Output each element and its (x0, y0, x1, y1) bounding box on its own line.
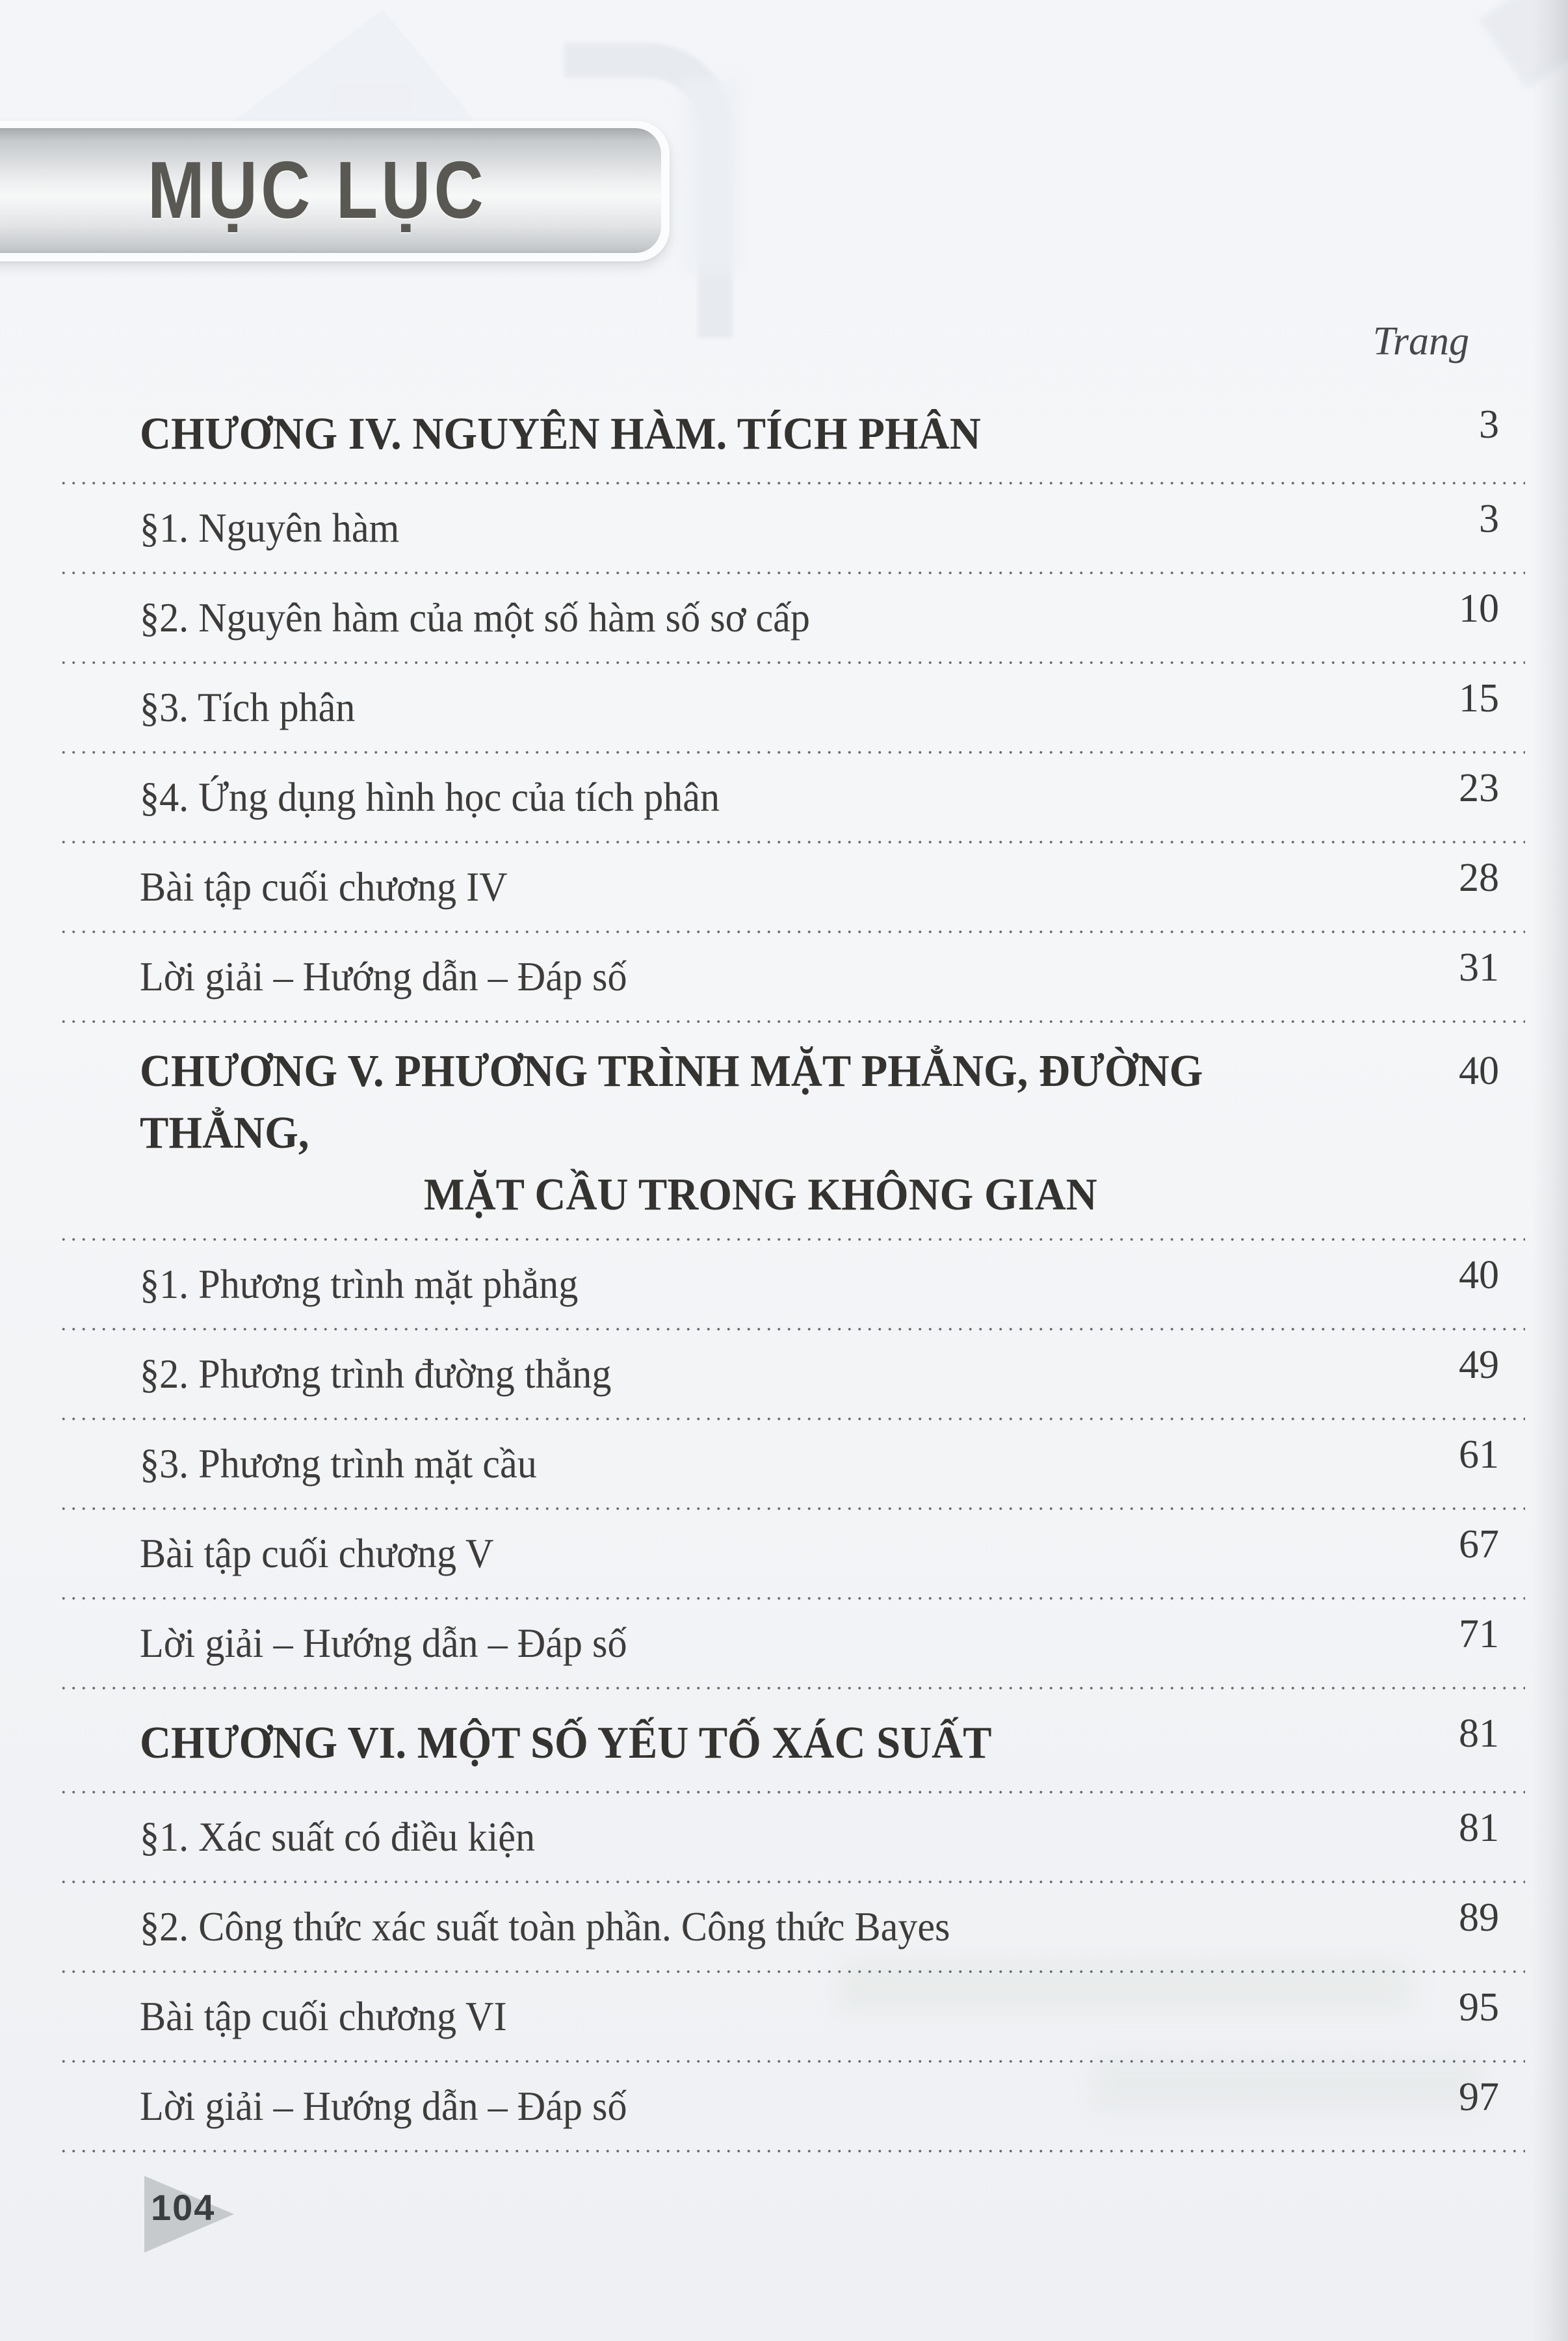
page-title: MỤC LỤC (147, 146, 487, 235)
dotted-leader-line (59, 1507, 1525, 1511)
toc-page-number: 97 (1459, 2074, 1499, 2119)
toc-entry-label: Bài tập cuối chương V (140, 1530, 494, 1576)
toc-entry-label: §1. Xác suất có điều kiện (140, 1814, 536, 1860)
dotted-leader-line (59, 1327, 1525, 1331)
toc-chapter-title (140, 403, 981, 465)
toc-entry-label: §4. Ứng dụng hình học của tích phân (140, 774, 720, 820)
dotted-leader-line (59, 2149, 1525, 2153)
dotted-leader-line (59, 840, 1525, 844)
page-edge-shadow (1532, 0, 1568, 2341)
toc-chapter-row (59, 1040, 1525, 1226)
toc-chapter-title-line1: CHƯƠNG V. PHƯƠNG TRÌNH MẶT PHẲNG, ĐƯỜNG THẲNG, (140, 1046, 1203, 1158)
dotted-leader-line (59, 661, 1525, 665)
dotted-leader-line (59, 1596, 1525, 1600)
toc-chapter-title-line1: CHƯƠNG VI. MỘT SỐ YẾU TỐ XÁC SUẤT (140, 1717, 992, 1768)
toc-entry-label: Lời giải – Hướng dẫn – Đáp số (140, 1620, 627, 1666)
toc-page-number: 40 (1459, 1049, 1499, 1093)
toc-chapter-row (59, 398, 1525, 470)
toc-entry-row (59, 1806, 1525, 1868)
toc-entry-label: Bài tập cuối chương VI (140, 1993, 507, 2039)
toc-entry-row (59, 1612, 1525, 1674)
toc-page-number: 81 (1459, 1805, 1499, 1850)
toc-page-number: 10 (1459, 586, 1499, 631)
toc-page-number: 67 (1459, 1522, 1499, 1567)
toc-page-number: 3 (1479, 496, 1499, 541)
toc-list (59, 381, 1525, 2165)
toc-page-number: 49 (1459, 1342, 1499, 1387)
toc-page-number: 40 (1459, 1252, 1499, 1297)
toc-entry-row (59, 676, 1525, 739)
toc-entry-label: Lời giải – Hướng dẫn – Đáp số (140, 2083, 627, 2129)
toc-entry-row (59, 2075, 1525, 2137)
toc-chapter-row (59, 1707, 1525, 1779)
toc-entry-row (59, 1433, 1525, 1495)
toc-entry-label: §3. Tích phân (140, 684, 356, 730)
page-column-header: Trang (1372, 319, 1469, 364)
dotted-leader-line (59, 2059, 1525, 2063)
toc-page-number: 95 (1459, 1985, 1499, 2030)
bleedthrough-artifact (683, 78, 741, 273)
toc-page-number: 3 (1479, 402, 1499, 447)
toc-entry-label: §1. Phương trình mặt phẳng (140, 1261, 579, 1307)
dotted-leader-line (59, 1020, 1525, 1024)
toc-entry-label: Lời giải – Hướng dẫn – Đáp số (140, 953, 627, 999)
dotted-leader-line (59, 930, 1525, 934)
dotted-leader-line (59, 481, 1525, 485)
dotted-leader-line (59, 750, 1525, 754)
toc-entry-label: §2. Phương trình đường thẳng (140, 1351, 612, 1397)
bleedthrough-artifact (234, 0, 475, 120)
toc-page-number: 71 (1459, 1611, 1499, 1656)
dotted-leader-line (59, 1970, 1525, 1974)
toc-entry-row (59, 1253, 1525, 1316)
toc-entry-row (59, 946, 1525, 1008)
page-title-banner-inner (0, 128, 661, 253)
toc-entry-label: Bài tập cuối chương IV (140, 864, 508, 910)
toc-entry-row (59, 497, 1525, 559)
toc-entry-label: §2. Nguyên hàm của một số hàm số sơ cấp (140, 594, 810, 641)
dotted-leader-line (59, 1686, 1525, 1690)
footer-page-number: 104 (151, 2187, 216, 2228)
toc-entry-row (59, 1896, 1525, 1958)
toc-page-number: 89 (1459, 1895, 1499, 1940)
dotted-leader-line (59, 1880, 1525, 1884)
toc-page-number: 61 (1459, 1432, 1499, 1477)
page-title-banner (0, 121, 670, 261)
toc-chapter-title-line1: CHƯƠNG IV. NGUYÊN HÀM. TÍCH PHÂN (140, 408, 981, 459)
dotted-leader-line (59, 1790, 1525, 1794)
toc-entry-row (59, 587, 1525, 649)
toc-chapter-title-line2: MẶT CẦU TRONG KHÔNG GIAN (423, 1170, 1097, 1220)
dotted-leader-line (59, 571, 1525, 575)
dotted-leader-line (59, 1417, 1525, 1421)
toc-entry-label: §1. Nguyên hàm (140, 505, 400, 551)
toc-entry-label: §3. Phương trình mặt cầu (140, 1440, 537, 1487)
dotted-leader-line (59, 1237, 1525, 1241)
toc-entry-row (59, 856, 1525, 918)
toc-page-number: 23 (1459, 765, 1499, 810)
toc-page-number: 15 (1459, 676, 1499, 721)
toc-page-number: 31 (1459, 945, 1499, 990)
toc-entry-row (59, 1343, 1525, 1405)
toc-page-number: 28 (1459, 855, 1499, 900)
toc-entry-label: §2. Công thức xác suất toàn phần. Công thức Bayes (140, 1903, 950, 1950)
toc-entry-row (59, 1522, 1525, 1585)
toc-entry-row (59, 766, 1525, 828)
toc-page-number: 81 (1459, 1711, 1499, 1756)
toc-chapter-title (140, 1040, 1381, 1226)
toc-entry-row (59, 1985, 1525, 2048)
toc-chapter-title (140, 1712, 991, 1774)
